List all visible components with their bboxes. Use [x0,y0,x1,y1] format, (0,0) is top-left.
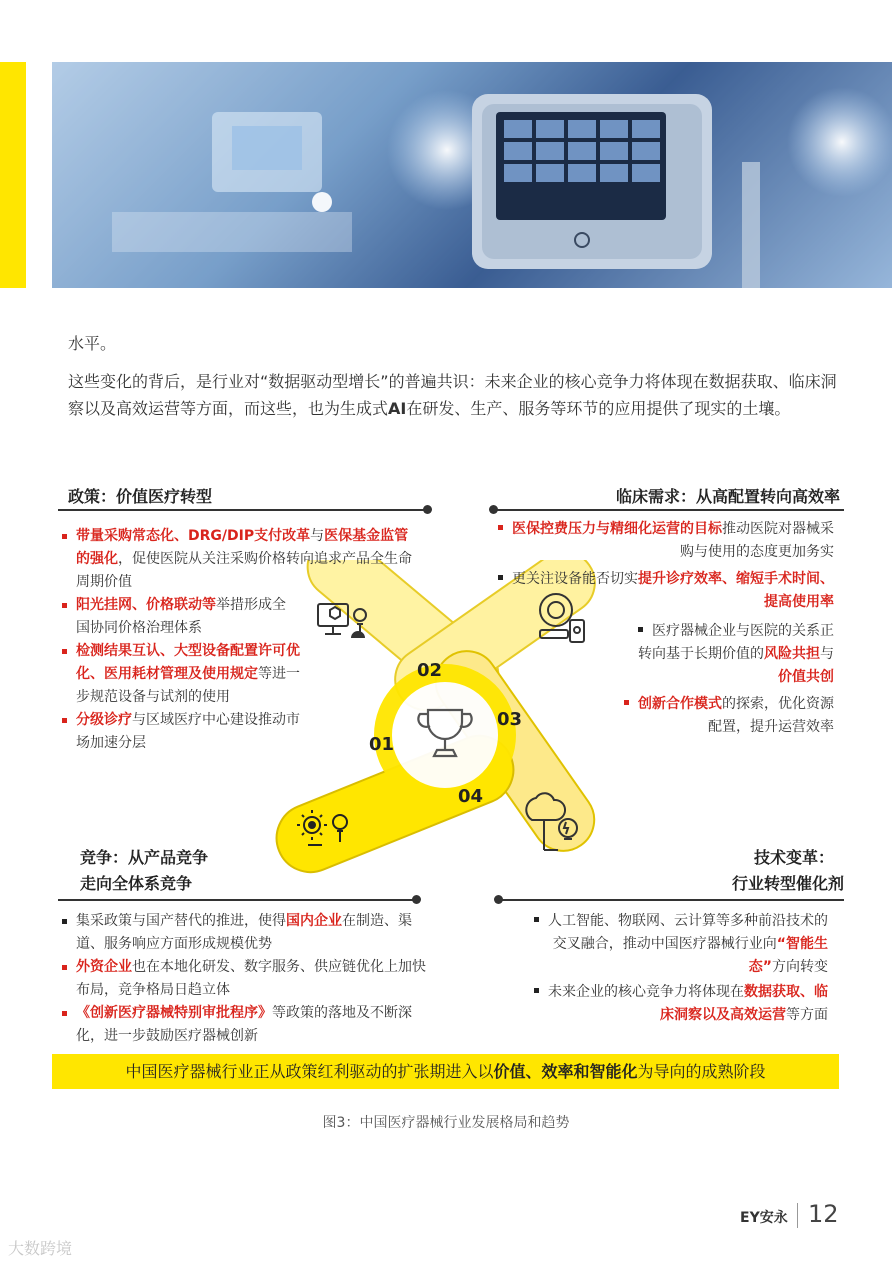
policy-bullets [62,525,420,755]
competition-rule [58,899,416,901]
competition-bullet-1: 集采政策与国产替代的推进，使得国内企业在制造、渠道、服务响应方面形成规模优势 [62,910,432,956]
technology-bullet-2: 未来企业的核心竞争力将体现在数据获取、临床洞察以及高效运营等方面 [526,981,828,1027]
paragraph-consensus: 这些变化的背后，是行业对“数据驱动型增长”的普遍共识：未来企业的核心竞争力将体现在数据获取、临床洞察以及高效运营等方面，而这些，也为生成式AI在研发、生产、服务等环节的应用提供了现实的土壤。 [68,372,837,418]
technology-bullets [526,910,828,1027]
ey-logo: EY安永 [740,1210,788,1226]
clinical-rule [494,509,844,511]
technology-heading-line1: 技术变革： [753,848,834,867]
competition-bullet-2: 外资企业也在本地化研发、数字服务、供应链优化上加快布局，竞争格局日趋立体 [62,956,432,1002]
paragraph-continuation: 水平。 [68,334,117,353]
clinical-bullet-3: 医疗器械企业与医院的关系正转向基于长期价值的风险共担与价值共创 [638,623,834,685]
label-04: 04 [458,786,484,807]
label-02: 02 [417,660,443,681]
policy-bullet-3: 检测结果互认、大型设备配置许可优化、医用耗材管理及使用规定等进一步规范设备与试剂的使用 [62,640,308,709]
page-number: 12 [808,1200,839,1228]
clinical-heading: 临床需求：从高配置转向高效率 [615,487,840,506]
clinical-bullet-2: 更关注设备能否切实提升诊疗效率、缩短手术时间、提高使用率 [490,568,834,614]
policy-heading: 政策：价值医疗转型 [68,487,213,506]
policy-bullet-1: 带量采购常态化、DRG/DIP支付改革与医保基金监管的强化，促使医院从关注采购价格转向追求产品全生命周期价值 [62,525,420,594]
clinical-bullet-4: 创新合作模式的探索，优化资源配置，提升运营效率 [612,693,834,739]
watermark: 大数跨境 [8,1239,73,1258]
competition-bullets [62,910,432,1048]
policy-rule [58,509,426,511]
competition-heading-line2: 走向全体系竞争 [80,874,193,893]
competition-rule-dot [412,895,421,904]
label-01: 01 [369,734,395,755]
clinical-bullet-1: 医保控费压力与精细化运营的目标推动医院对器械采购与使用的态度更加务实 [490,518,834,564]
hero-image-medical-equipment [52,62,892,288]
clinical-rule-dot [489,505,498,514]
technology-rule [500,899,844,901]
competition-heading-line1: 竞争：从产品竞争 [80,848,209,867]
policy-rule-dot [423,505,432,514]
technology-bullet-1: 人工智能、物联网、云计算等多种前沿技术的交叉融合，推动中国医疗器械行业向“智能生态”方向转变 [526,910,828,979]
summary-banner: 中国医疗器械行业正从政策红利驱动的扩张期进入以价值、效率和智能化为导向的成熟阶段 [52,1054,839,1089]
yellow-accent-bar [0,62,26,288]
clinical-bullets [490,518,834,739]
label-03: 03 [497,709,523,730]
figure-caption: 图3：中国医疗器械行业发展格局和趋势 [322,1115,570,1131]
technology-rule-dot [494,895,503,904]
medical-monitor-illustration [52,62,892,288]
competition-bullet-3: 《创新医疗器械特别审批程序》等政策的落地及不断深化，进一步鼓励医疗器械创新 [62,1002,432,1048]
policy-bullet-2: 阳光挂网、价格联动等举措形成全国协同价格治理体系 [62,594,298,640]
footer-separator [797,1203,798,1228]
policy-bullet-4: 分级诊疗与区域医疗中心建设推动市场加速分层 [62,709,308,755]
technology-heading-line2: 行业转型催化剂 [731,874,844,893]
